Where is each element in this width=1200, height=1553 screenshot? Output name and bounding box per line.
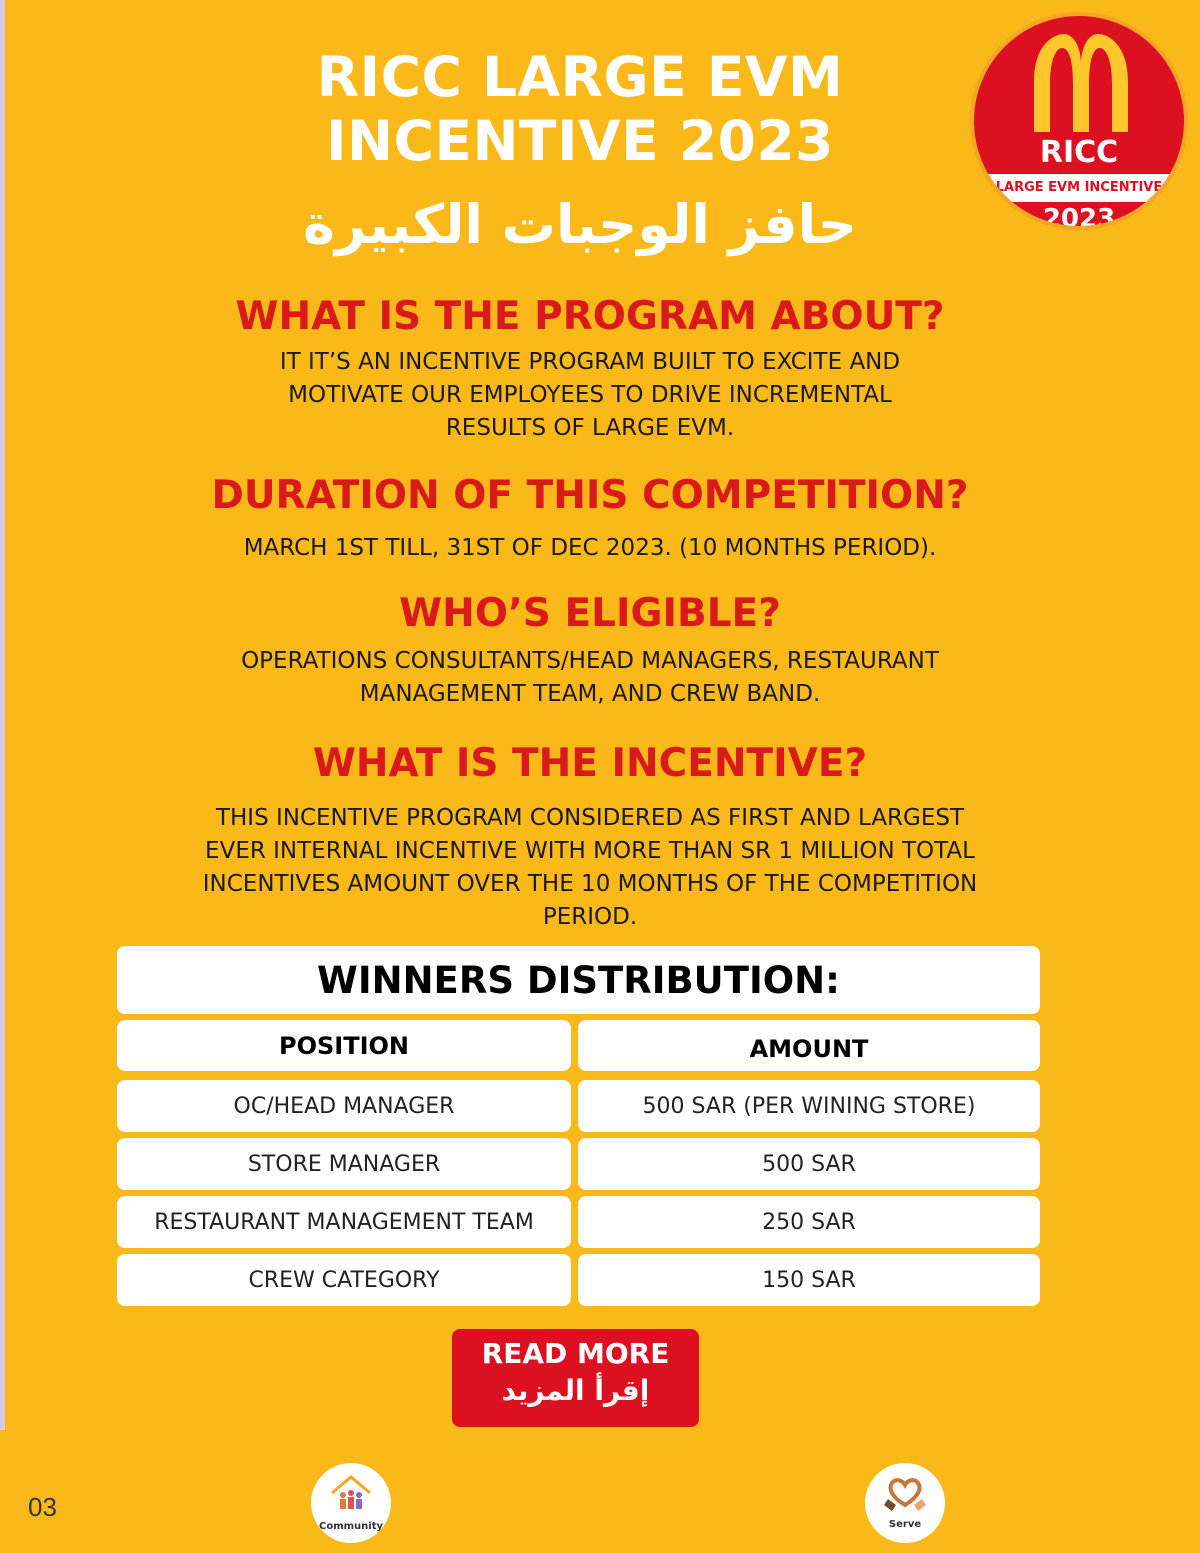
text-line: RESULTS OF LARGE EVM. <box>445 415 735 441</box>
program-about-text <box>110 346 1070 445</box>
text-line: EVER INTERNAL INCENTIVE WITH MORE THAN SR 1 MILLION TOTAL <box>205 838 975 864</box>
read-more-button[interactable] <box>452 1329 699 1427</box>
text-line: INCENTIVES AMOUNT OVER THE 10 MONTHS OF THE COMPETITION <box>202 871 978 897</box>
table-title: WINNERS DISTRIBUTION: <box>117 946 1040 1014</box>
incentive-text <box>110 802 1070 934</box>
text-line: OPERATIONS CONSULTANTS/HEAD MANAGERS, RESTAURANT <box>241 648 939 674</box>
badge-band-text: LARGE EVM INCENTIVE <box>974 174 1184 202</box>
heading-duration: DURATION OF THIS COMPETITION? <box>211 473 969 518</box>
eligible-text <box>110 645 1070 711</box>
badge-year: 2023 <box>1042 204 1116 230</box>
text-line: MARCH 1ST TILL, 31ST OF DEC 2023. (10 MONTHS PERIOD). <box>243 535 937 561</box>
duration-text <box>110 532 1070 565</box>
left-edge-strip <box>0 0 5 1430</box>
page-number: 03 <box>28 1492 57 1522</box>
community-label: Community <box>318 1521 383 1532</box>
column-header-position: POSITION <box>117 1020 571 1071</box>
serve-badge <box>865 1463 945 1543</box>
table-cell-amount: 250 SAR <box>578 1196 1040 1248</box>
title-line-1: RICC LARGE EVM <box>316 45 844 109</box>
serve-label: Serve <box>888 1519 922 1530</box>
table-cell-amount: 150 SAR <box>578 1254 1040 1306</box>
title-line-2: INCENTIVE 2023 <box>326 109 834 173</box>
table-cell-position: CREW CATEGORY <box>117 1254 571 1306</box>
text-line: THIS INCENTIVE PROGRAM CONSIDERED AS FIRST AND LARGEST <box>215 805 965 831</box>
badge-name: RICC <box>1039 135 1119 170</box>
table-cell-amount: 500 SAR <box>578 1138 1040 1190</box>
heading-program-about: WHAT IS THE PROGRAM ABOUT? <box>235 294 945 339</box>
ricc-badge-logo <box>970 12 1188 230</box>
heading-incentive: WHAT IS THE INCENTIVE? <box>312 741 868 786</box>
heading-eligible: WHO’S ELIGIBLE? <box>399 591 781 636</box>
column-header-amount: AMOUNT <box>578 1020 1040 1071</box>
text-line: IT IT’S AN INCENTIVE PROGRAM BUILT TO EXCITE AND <box>279 349 901 375</box>
table-cell-position: OC/HEAD MANAGER <box>117 1080 571 1132</box>
community-badge <box>311 1463 391 1543</box>
table-cell-position: RESTAURANT MANAGEMENT TEAM <box>117 1196 571 1248</box>
table-cell-amount: 500 SAR (PER WINING STORE) <box>578 1080 1040 1132</box>
read-more-label: READ MORE <box>481 1337 670 1370</box>
text-line: MOTIVATE OUR EMPLOYEES TO DRIVE INCREMENTAL <box>288 382 892 408</box>
heart-hands-icon <box>882 1473 928 1513</box>
text-line: PERIOD. <box>542 904 638 930</box>
page-title-arabic: حافز الوجبات الكبيرة <box>303 193 857 256</box>
page-title <box>230 45 930 173</box>
golden-arches-icon <box>1026 34 1136 134</box>
text-line: MANAGEMENT TEAM, AND CREW BAND. <box>359 681 821 707</box>
read-more-label-arabic: إقرأ المزيد <box>501 1374 650 1407</box>
house-people-icon <box>328 1473 374 1515</box>
table-cell-position: STORE MANAGER <box>117 1138 571 1190</box>
